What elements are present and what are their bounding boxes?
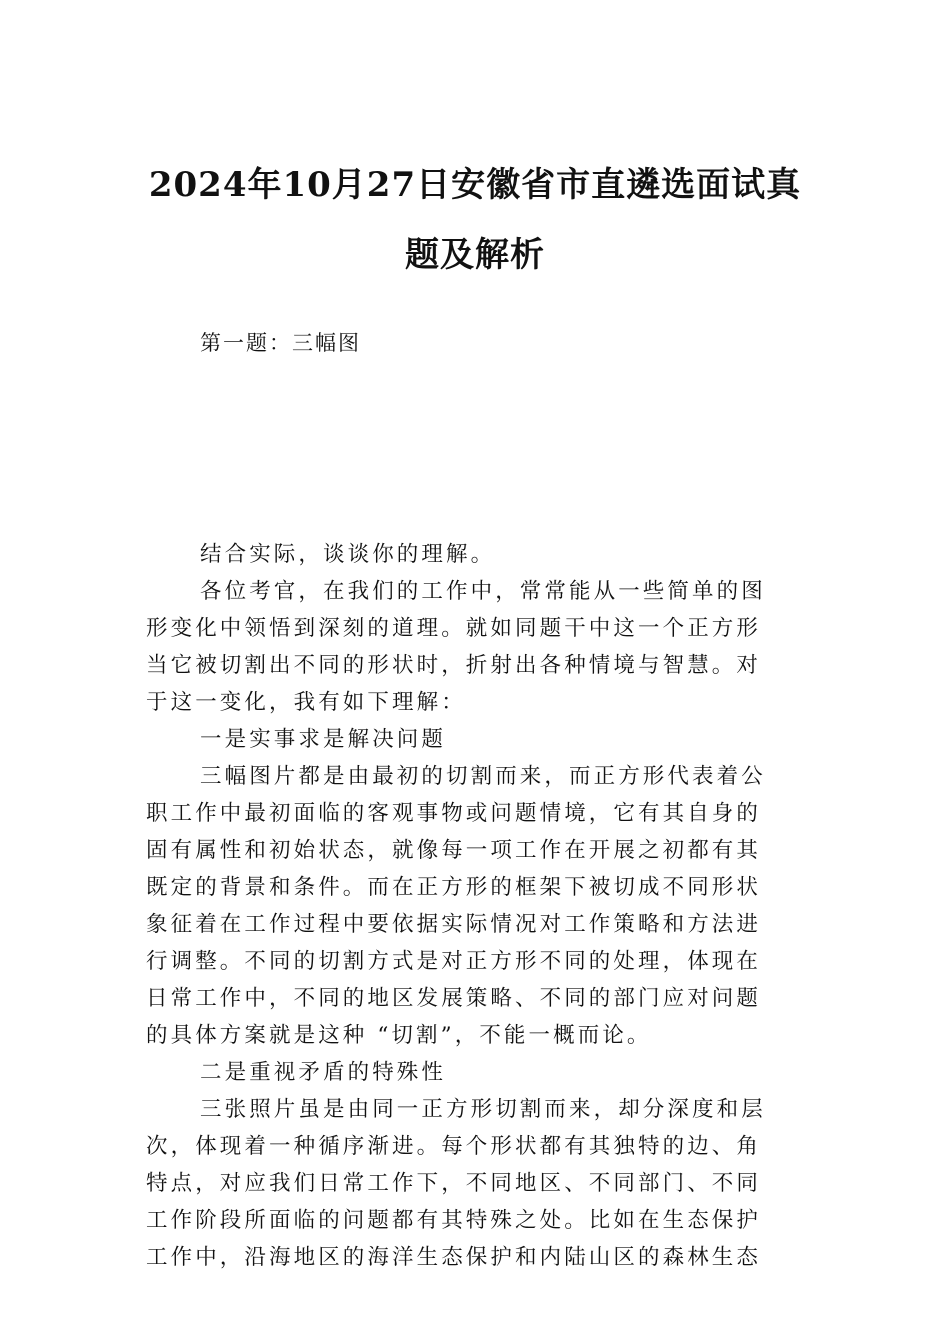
body-line: 形变化中领悟到深刻的道理。就如同题干中这一个正方形 <box>146 616 762 641</box>
body-line: 结合实际，谈谈你的理解。 <box>200 542 496 567</box>
body-line: 固有属性和初始状态，就像每一项工作在开展之初都有其 <box>146 838 762 863</box>
body-line: 职工作中最初面临的客观事物或问题情境，它有其自身的 <box>146 801 762 826</box>
body-line: 各位考官，在我们的工作中，常常能从一些简单的图 <box>200 579 766 604</box>
question-label: 第一题：三幅图 <box>200 331 361 355</box>
body-line: 三张照片虽是由同一正方形切割而来，却分深度和层 <box>200 1097 766 1122</box>
document-title-line-1: 2024年10月27日安徽省市直遴选面试真 <box>148 165 802 205</box>
body-line: 工作中，沿海地区的海洋生态保护和内陆山区的森林生态 <box>146 1245 762 1270</box>
body-line: 当它被切割出不同的形状时，折射出各种情境与智慧。对 <box>146 653 762 678</box>
body-line: 既定的背景和条件。而在正方形的框架下被切成不同形状 <box>146 875 762 900</box>
body-line: 三幅图片都是由最初的切割而来，而正方形代表着公 <box>200 764 766 789</box>
body-line: 象征着在工作过程中要依据实际情况对工作策略和方法进 <box>146 912 762 937</box>
body-line: 次，体现着一种循序渐进。每个形状都有其独特的边、角 <box>146 1134 762 1159</box>
body-line: 二是重视矛盾的特殊性 <box>200 1060 447 1085</box>
body-line: 特点，对应我们日常工作下，不同地区、不同部门、不同 <box>146 1171 762 1196</box>
body-line: 日常工作中，不同的地区发展策略、不同的部门应对问题 <box>146 986 762 1011</box>
figure-placeholder <box>200 380 750 520</box>
body-line: 于这一变化，我有如下理解： <box>146 690 466 715</box>
document-title-line-2: 题及解析 <box>405 235 545 275</box>
body-line: 行调整。不同的切割方式是对正方形不同的处理，体现在 <box>146 949 762 974</box>
body-line: 的具体方案就是这种 “切割”，不能一概而论。 <box>146 1023 652 1048</box>
body-line: 一是实事求是解决问题 <box>200 727 447 752</box>
body-line: 工作阶段所面临的问题都有其特殊之处。比如在生态保护 <box>146 1208 762 1233</box>
document-body <box>146 536 806 1276</box>
